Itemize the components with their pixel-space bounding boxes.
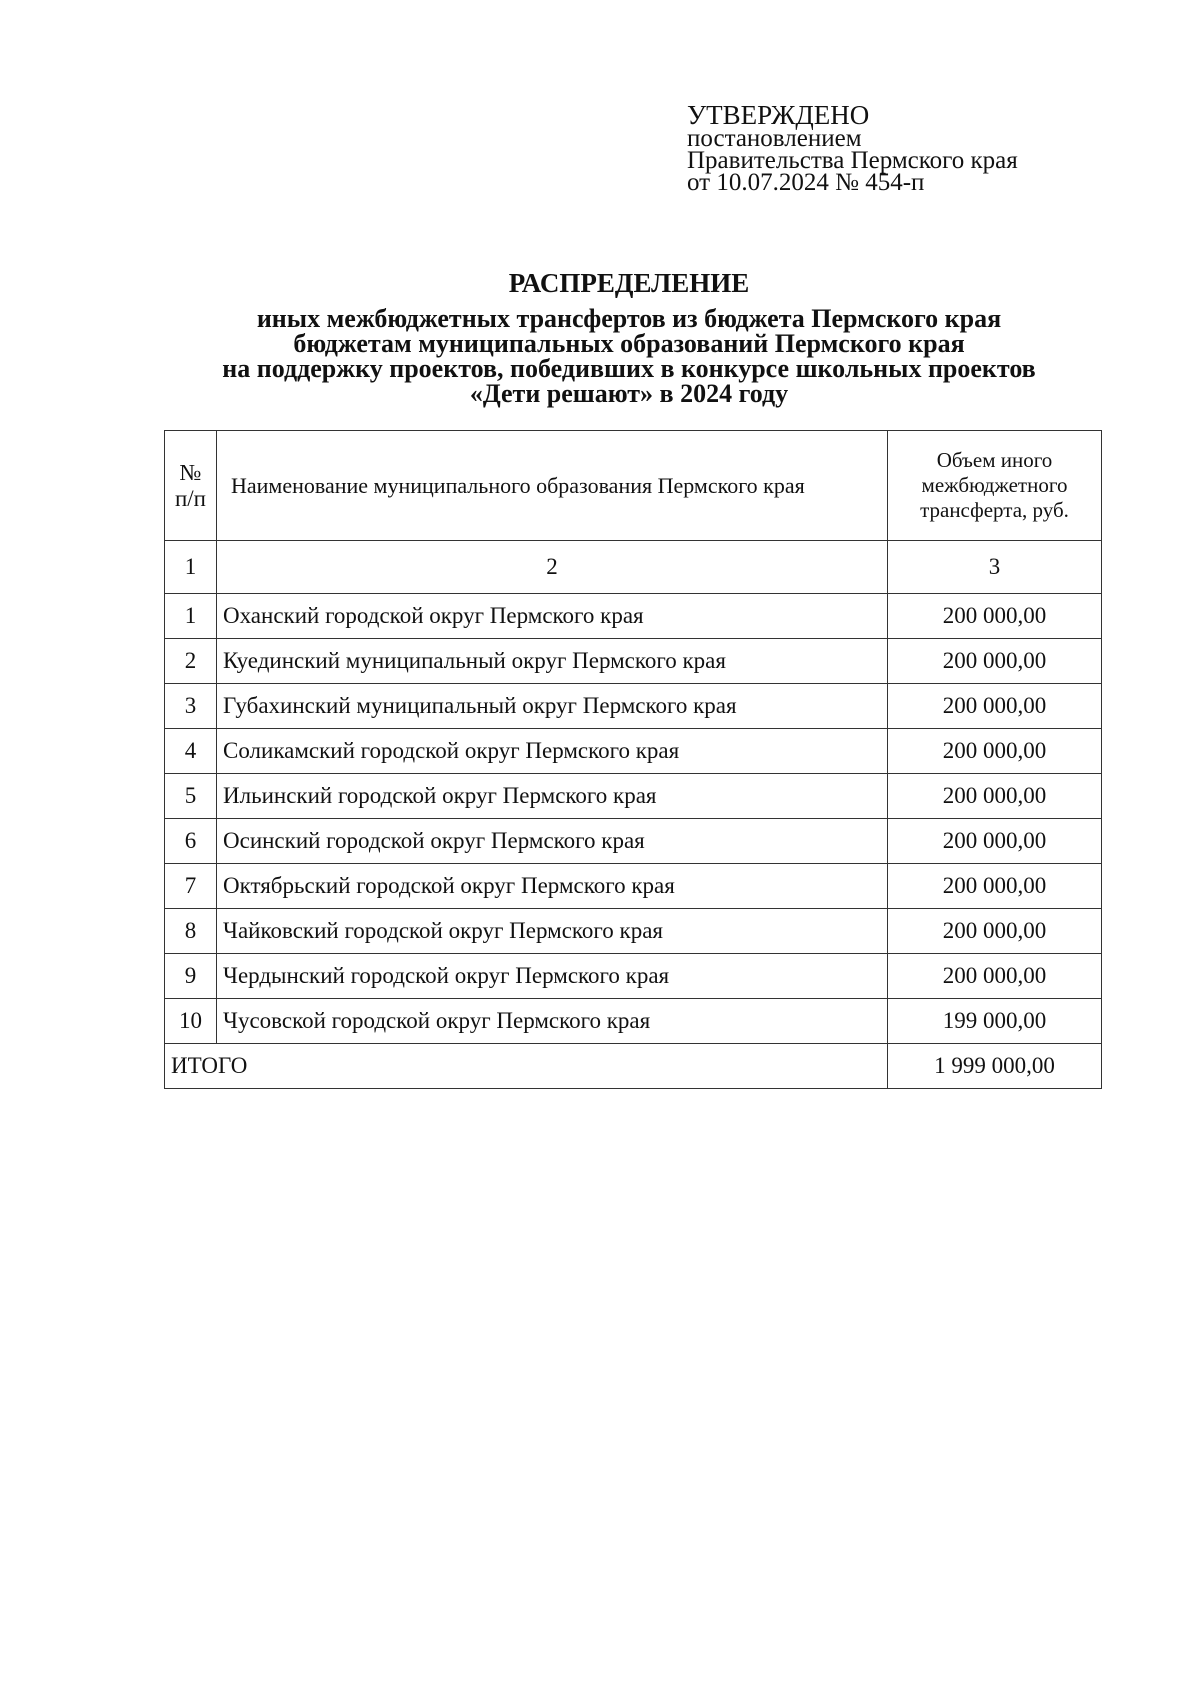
- table-row: [165, 954, 1102, 999]
- subtitle-line-4: «Дети решают» в 2024 году: [469, 379, 789, 408]
- subtitle-line-3: на поддержку проектов, победивших в конкурсе школьных проектов: [222, 354, 1036, 383]
- table-row: [165, 774, 1102, 819]
- row-number: 4: [165, 729, 217, 774]
- column-number-1: 1: [165, 541, 217, 594]
- row-municipality-name: Чайковский городской округ Пермского края: [217, 909, 888, 954]
- subtitle-line-1: иных межбюджетных трансфертов из бюджета Пермского края: [256, 304, 1002, 333]
- header-amount-line-1: Объем иного: [936, 448, 1053, 472]
- row-amount: 200 000,00: [888, 594, 1102, 639]
- table-header-row: [165, 431, 1102, 541]
- header-number-line-1: №: [179, 459, 202, 485]
- table-row: [165, 999, 1102, 1044]
- row-municipality-name: Чердынский городской округ Пермского края: [217, 954, 888, 999]
- table-row: [165, 639, 1102, 684]
- row-amount: 200 000,00: [888, 819, 1102, 864]
- row-number: 8: [165, 909, 217, 954]
- header-number-line-2: п/п: [174, 485, 206, 511]
- header-amount: [888, 431, 1102, 541]
- table-row: [165, 819, 1102, 864]
- row-municipality-name: Оханский городской округ Пермского края: [217, 594, 888, 639]
- total-row: [165, 1044, 1102, 1089]
- row-number: 1: [165, 594, 217, 639]
- subtitle-line-2: бюджетам муниципальных образований Пермского края: [293, 329, 965, 358]
- document-subtitle: [0, 306, 1200, 406]
- approval-line-3: Правительства Пермского края: [687, 147, 1018, 174]
- column-number-2: 2: [217, 541, 888, 594]
- row-amount: 200 000,00: [888, 639, 1102, 684]
- row-amount: 200 000,00: [888, 684, 1102, 729]
- approval-line-2: постановлением: [687, 125, 862, 152]
- document-title: РАСПРЕДЕЛЕНИЕ: [508, 268, 750, 298]
- table-row: [165, 864, 1102, 909]
- row-number: 10: [165, 999, 217, 1044]
- row-municipality-name: Октябрьский городской округ Пермского края: [217, 864, 888, 909]
- row-number: 6: [165, 819, 217, 864]
- row-number: 3: [165, 684, 217, 729]
- header-amount-line-2: межбюджетного: [921, 473, 1068, 497]
- header-name: Наименование муниципального образования Пермского края: [217, 431, 888, 541]
- approval-heading: УТВЕРЖДЕНО: [687, 100, 870, 130]
- row-municipality-name: Губахинский муниципальный округ Пермского края: [217, 684, 888, 729]
- row-number: 5: [165, 774, 217, 819]
- approval-stamp: [687, 102, 1018, 194]
- row-municipality-name: Чусовской городской округ Пермского края: [217, 999, 888, 1044]
- column-number-row: [165, 541, 1102, 594]
- header-amount-line-3: трансферта, руб.: [920, 498, 1069, 522]
- row-municipality-name: Осинский городской округ Пермского края: [217, 819, 888, 864]
- row-amount: 200 000,00: [888, 774, 1102, 819]
- table-row: [165, 684, 1102, 729]
- header-number: [165, 431, 217, 541]
- total-amount: 1 999 000,00: [888, 1044, 1102, 1089]
- approval-line-4: от 10.07.2024 № 454-п: [687, 169, 925, 196]
- table-row: [165, 729, 1102, 774]
- row-amount: 200 000,00: [888, 954, 1102, 999]
- table-row: [165, 594, 1102, 639]
- row-amount: 200 000,00: [888, 864, 1102, 909]
- row-amount: 200 000,00: [888, 909, 1102, 954]
- row-number: 9: [165, 954, 217, 999]
- table-row: [165, 909, 1102, 954]
- row-number: 2: [165, 639, 217, 684]
- row-amount: 199 000,00: [888, 999, 1102, 1044]
- column-number-3: 3: [888, 541, 1102, 594]
- total-label: ИТОГО: [165, 1044, 888, 1089]
- row-number: 7: [165, 864, 217, 909]
- row-amount: 200 000,00: [888, 729, 1102, 774]
- distribution-table: [164, 430, 1102, 1089]
- row-municipality-name: Соликамский городской округ Пермского края: [217, 729, 888, 774]
- row-municipality-name: Ильинский городской округ Пермского края: [217, 774, 888, 819]
- row-municipality-name: Куединский муниципальный округ Пермского края: [217, 639, 888, 684]
